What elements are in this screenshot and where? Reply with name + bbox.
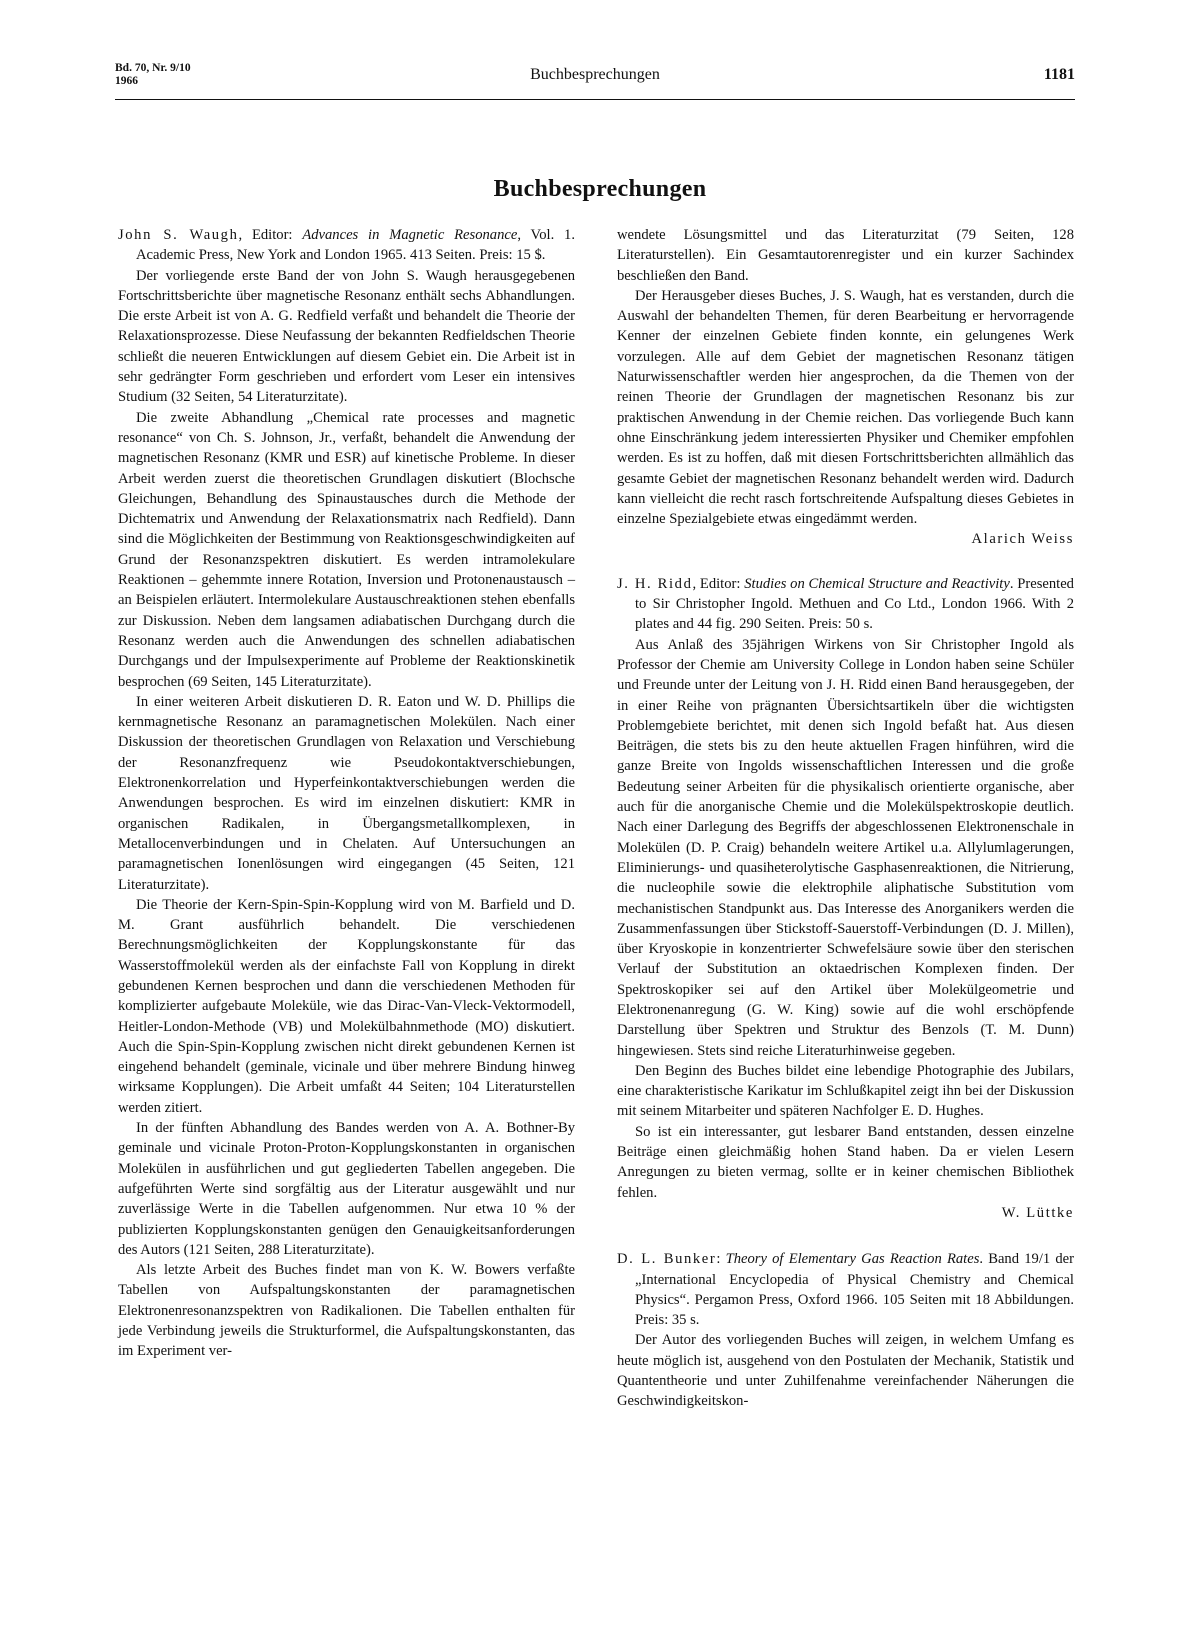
review1-author: John S. Waugh (118, 227, 239, 243)
review1-paragraph: Die Theorie der Kern-Spin-Spin-Kopplung wird von M. Barfield und D. M. Grant ausführlich behandelt. Die verschiedenen Berechnungsmöglichkeiten der Kopplungskonstante für das Wasserstoffmolekül werden als der einfachste Fall von Kopplung in direkt gebundenen Kernen besprochen und dann die verschiedenen Methoden für komplizierter aufgebaute Moleküle, wie das Dirac-Van-Vleck-Vektormodell, Heitler-London-Methode (VB) und Molekülbahnmethode (MO) diskutiert. Auch die Spin-Spin-Kopplung zwischen nicht direkt gebundenen Kernen ist eingehend behandelt (geminale, vicinale und über mehrere Bindung hinweg wirksame Kopplungen). Die Arbeit umfaßt 44 Seiten; 104 Literaturstellen werden zitiert. (118, 896, 575, 1116)
review2-reviewer: W. Lüttke (1001, 1204, 1074, 1221)
review3-paragraph: Der Autor des vorliegenden Buches will zeigen, in welchem Umfang es heute möglich ist, ausgehend von den Postulaten der Mechanik, Statistik und Quantentheorie und unter Zuhilfenahme vereinfachender Näherungen die Geschwindigkeitskon- (617, 1332, 1074, 1410)
review3-editor-label: : (716, 1251, 726, 1268)
year-line: 1966 (115, 75, 138, 87)
review3-citation (617, 1249, 1074, 1330)
review2-paragraph: So ist ein interessanter, gut lesbarer Band entstanden, dessen einzelne Beiträge einen gleichmäßig hohen Stand haben. Da er vielen Lesern Anregungen zu bieten vermag, sollte er in keiner chemischen Bibliothek fehlen. (617, 1123, 1074, 1201)
review1-paragraph: Der vorliegende erste Band der von John S. Waugh herausgegebenen Fortschrittsberichte über magnetische Resonanz enthält sechs Abhandlungen. Die erste Arbeit ist von A. G. Redfield verfaßt und behandelt die Theorie der Relaxationsprozesse. Diese Neufassung der bekannten Redfieldschen Theorie schließt die neueren Entwicklungen auf diesem Gebiet ein. Die Arbeit ist in sehr gedrängter Form geschrieben und erfordert vom Leser ein intensives Studium (32 Seiten, 54 Literaturzitate). (118, 267, 575, 406)
review2-editor-label: , Editor: (692, 575, 745, 592)
header-rule (115, 99, 1075, 100)
review1-paragraph: Die zweite Abhandlung „Chemical rate processes and magnetic resonance“ von Ch. S. Johnson, Jr., verfaßt, behandelt die Anwendung der magnetischen Resonanz (KMR und ESR) auf kinetische Probleme. In dieser Arbeit werden zuerst die theoretischen Grundlagen diskutiert (Blochsche Gleichungen, Behandlung des Spinaustausches durch die Methode der Dichtematrix und Anwendung der Relaxationsmatrix nach Redfield). Dann sind die Möglichkeiten der Bestimmung von Reaktionsgeschwindigkeiten auf Grund der Resonanzspektren diskutiert. Es werden intramolekulare Reaktionen – gehemmte innere Rotation, Inversion und Protonenaustausch – an Beispielen erläutert. Intermolekulare Austauschreaktionen stehen ebenfalls zur Diskussion. Neben dem langsamen adiabatischen Durchgang durch die Resonanz werden auch die Anwendungen des schnellen adiabatischen Durchgangs und der Impulsexperimente auf Probleme der Reaktionskinetik besprochen (69 Seiten, 145 Literaturzitate). (118, 409, 575, 690)
review3-pub-info: . Band 19/1 der „International Encyclopedia of Physical Chemistry and Chemical Physics“. Pergamon Press, Oxford 1966. 105 Seiten mit 18 Abbildungen. Preis: 35 s. (635, 1251, 1075, 1329)
page-number: 1181 (1043, 66, 1075, 83)
review1-paragraph: In der fünften Abhandlung des Bandes werden von A. A. Bothner-By geminale und vicinale Proton-Proton-Kopplungskonstanten in organischen Molekülen in ausführlichen und gut gegliederten Tabellen angegeben. Die aufgeführten Werte sind sorgfältig aus der Literatur ausgewählt und nur zuverlässige Werte in die Tabellen aufgenommen. Nur etwa 10 % der publizierten Kopplungskonstanten genügen den Genauigkeitsanforderungen des Autors (121 Seiten, 288 Literaturzitate). (118, 1120, 575, 1258)
review1-citation (118, 225, 575, 266)
review1-paragraph: In einer weiteren Arbeit diskutieren D. R. Eaton und W. D. Phillips die kernmagnetische Resonanz an paramagnetischen Molekülen. Nach einer Diskussion der theoretischen Grundlagen von Relaxation und Verschiebung der Resonanzfrequenz wie Pseudokontaktverschiebungen, Elektronenkorrelation und Hyperfeinkontaktverschiebungen werden die Anwendungen besprochen. Es wird im einzelnen diskutiert: KMR in organischen Radikalen, in Übergangsmetallkomplexen, in Metallocenverbindungen und in Chelaten. Auf Untersuchungen an paramagnetischen Ionenlösungen wird eingegangen (45 Seiten, 121 Literaturzitate). (118, 693, 575, 893)
review3-author: D. L. Bunker (617, 1251, 717, 1268)
right-column (617, 225, 1074, 1412)
review1-paragraph: Der Herausgeber dieses Buches, J. S. Waugh, hat es verstanden, durch die Auswahl der behandelten Themen, für deren Bearbeitung er hervorragende Kenner der einzelnen Gebiete finden konnte, ein gelungenes Werk vorzulegen. Alle auf dem Gebiet der magnetischen Resonanz tätigen Naturwissenschaftler werden hier angesprochen, da die Themen von der reinen Theorie der Grundlagen der magnetischen Resonanz bis zur praktischen Anwendung in der Chemie reichen. Das vorliegende Buch kann ohne Einschränkung jedem interessierten Physiker und Chemiker empfohlen werden. Es ist zu hoffen, daß mit diesen Fortschrittsberichten allmählich das gesamte Gebiet der magnetischen Resonanz behandelt werden wird. Dadurch kann vielleicht die recht rasch fortschreitende Aufspaltung dieses Gebietes in einzelne Spezialgebiete etwas eingedämmt werden. (617, 287, 1074, 528)
review2-book-title: Studies on Chemical Structure and Reactivity (744, 575, 1010, 592)
volume-line: Bd. 70, Nr. 9/10 (115, 62, 191, 74)
running-header (115, 62, 1075, 104)
spacer (617, 550, 1074, 574)
spacer (617, 1223, 1074, 1249)
review3-book-title: Theory of Elementary Gas Reaction Rates (725, 1251, 980, 1268)
review1-reviewer: Alarich Weiss (971, 531, 1074, 548)
left-column (118, 225, 575, 1362)
review2-paragraph: Den Beginn des Buches bildet eine lebendige Photographie des Jubilars, eine charakteristische Karikatur im Schlußkapitel zeigt ihn bei der Diskussion mit seinem Mitarbeiter und späteren Nachfolger E. D. Hughes. (617, 1062, 1074, 1120)
section-name: Buchbesprechungen (530, 66, 660, 83)
review1-paragraph-continued: wendete Lösungsmittel und das Literaturzitat (79 Seiten, 128 Literaturstellen). Ein Gesamtautorenregister und ein kurzer Sachindex beschließen den Band. (617, 227, 1074, 284)
page-title: Buchbesprechungen (493, 176, 707, 202)
review2-pub-info: . Presented to Sir Christopher Ingold. Methuen and Co Ltd., London 1966. With 2 plates and 44 fig. 290 Seiten. Preis: 50 s. (635, 575, 1074, 633)
review1-editor-label: , Editor: (238, 227, 303, 243)
review2-paragraph: Aus Anlaß des 35jährigen Wirkens von Sir Christopher Ingold als Professor der Chemie am University College in London haben seine Schüler und Freunde unter der Leitung von J. H. Ridd einen Band herausgegeben, der in einer Reihe von prägnanten Übersichtsartikeln über die wichtigsten Problemgebiete berichtet, mit denen sich Ingold befaßt hat. Aus diesen Beiträgen, die stets bis zu den heute aktuellen Fragen hinführen, wird die ganze Breite von Ingolds wissenschaftlichen Interessen und die große Bedeutung seiner Arbeiten für die physikalisch orientierte organische, aber auch für die anorganische Chemie und die Molekülspektroskopie deutlich. Nach einer Darlegung des Begriffs der abgeschlossenen Elektronenschale in Molekülen (D. P. Craig) behandeln weitere Artikel u.a. Allylumlagerungen, Eliminierungs- und quasiheterolytische Gasphasenreaktionen, die Nitrierung, die nucleophile sowie die elektrophile aliphatische Substitution vom mechanistischen Standpunkt aus. Das Interesse des Anorganikers werden die Zusammenfassungen über Stickstoff-Sauerstoff-Verbindungen (D. J. Millen), über Kryoskopie in konzentrierter Schwefelsäure sowie über den sterischen Verlauf der Substitution an oktaedrischen Komplexen finden. Der Spektroskopiker sei auf den Artikel über Molekülgeometrie und Elektronenanregung (G. W. King) sowie auf die wohl erschöpfende Darstellung über Spektren und Struktur des Benzols (T. M. Dunn) hingewiesen. Stets sind reiche Literaturhinweise gegeben. (617, 636, 1074, 1059)
review1-book-title: Advances in Magnetic Resonance (302, 227, 518, 243)
review1-paragraph: Als letzte Arbeit des Buches findet man von K. W. Bowers verfaßte Tabellen von Aufspaltungskonstanten der paramagnetischen Elektronenresonanzspektren von Radikalionen. Die Tabellen enthalten für jede Verbindung jeweils die Strukturformel, die Aufspaltungskonstanten, das im Experiment ver- (118, 1262, 575, 1360)
review1-pub-info: , Vol. 1. Academic Press, New York and London 1965. 413 Seiten. Preis: 15 $. (136, 227, 575, 264)
review2-author: J. H. Ridd (617, 575, 693, 592)
review2-citation (617, 574, 1074, 635)
